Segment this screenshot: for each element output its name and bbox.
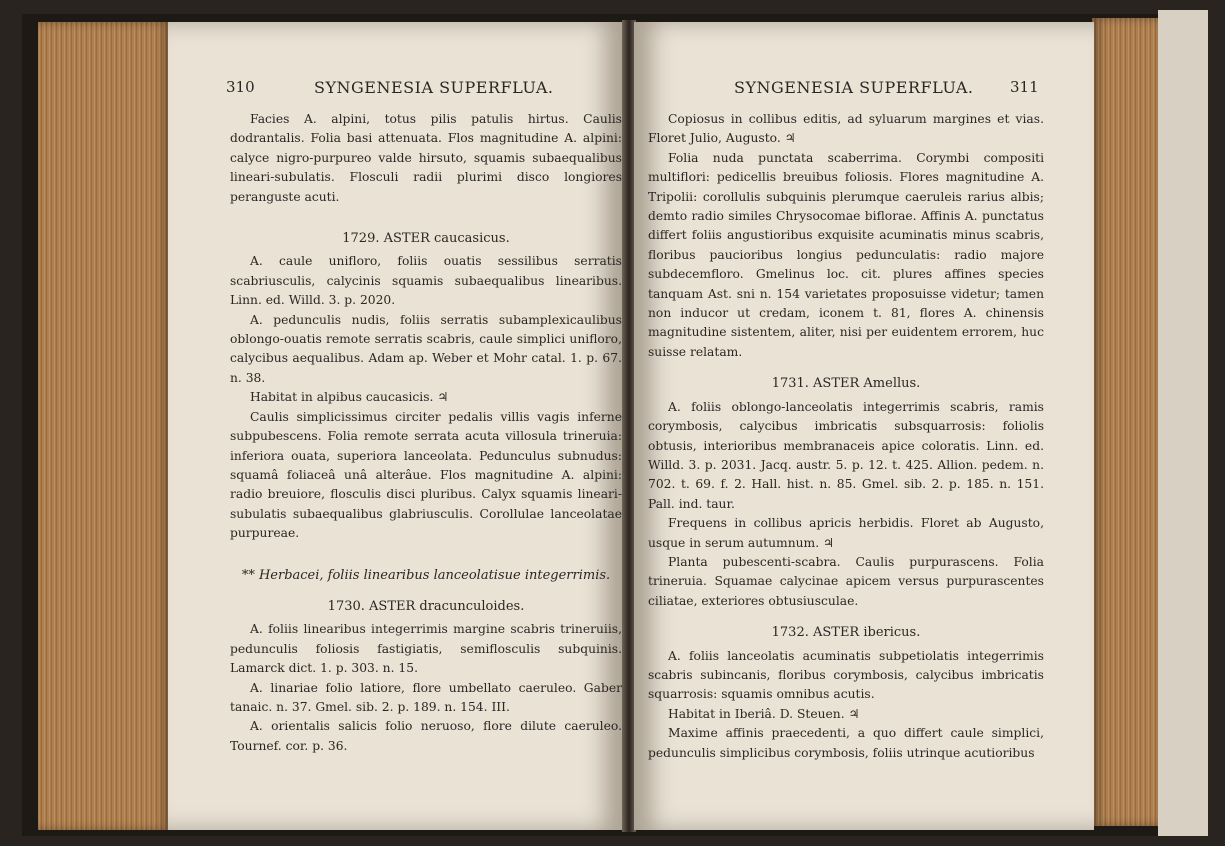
right-page bbox=[634, 22, 1094, 830]
paragraph: Facies A. alpini, totus pilis patulis hirtus. Caulis dodrantalis. Folia basi attenuata. Flos magnitudine A. alpini: calyce nigro-purpureo valde hirsuto, squamis subaequalibus lineari-subulatis. Flosculi radii plurimi disco longiores peranguste acuti. bbox=[230, 112, 622, 204]
paragraph: Planta pubescenti-scabra. Caulis purpurascens. Folia trineruia. Squamae calycinae apicem versus purpurascentes ciliatae, exteriores obtusiusculae. bbox=[648, 554, 1044, 608]
left-page-number: 310 bbox=[226, 78, 255, 96]
entry-heading: 1730. ASTER dracunculoides. bbox=[327, 598, 525, 614]
paragraph: A. orientalis salicis folio neruoso, flore dilute caeruleo. Tournef. cor. p. 36. bbox=[230, 719, 622, 753]
right-page-text bbox=[648, 110, 1044, 763]
paragraph: A. foliis lanceolatis acuminatis subpetiolatis integerrimis scabris subincanis, floribus corymbosis, calycibus imbricatis squarrosis: squamis omnibus acutis. bbox=[648, 648, 1044, 702]
paragraph: A. caule unifloro, foliis ouatis sessilibus serratis scabriusculis, calycinis squamis subaequalibus linearibus. Linn. ed. Willd. 3. p. 2020. bbox=[230, 254, 622, 308]
page-edges-right bbox=[1092, 18, 1158, 826]
paragraph: A. foliis oblongo-lanceolatis integerrimis scabris, ramis corymbosis, calycibus imbricatis subsquarrosis: foliolis obtusis, interioribus membranaceis apice coloratis. Linn. ed. Willd. 3. p. 2031. Jacq. austr. 5. p. 12. t. 425. Allion. pedem. n. 702. t. 69. f. 2. Hall. hist. n. 85. Gmel. sib. 2. p. 185. n. 151. Pall. ind. taur. bbox=[648, 399, 1044, 511]
left-running-header: SYNGENESIA SUPERFLUA. bbox=[314, 78, 554, 97]
paragraph: Habitat in alpibus caucasicis. ♃ bbox=[250, 390, 449, 405]
cover-right bbox=[1158, 10, 1208, 836]
paragraph: A. linariae folio latiore, flore umbellato caeruleo. Gaber tanaic. n. 37. Gmel. sib. 2. p. 189. n. 154. III. bbox=[230, 680, 622, 714]
left-page bbox=[168, 22, 623, 830]
right-running-header: SYNGENESIA SUPERFLUA. bbox=[734, 78, 974, 97]
paragraph: A. foliis linearibus integerrimis margine scabris trineruiis, pedunculis foliosis fastigiatis, semiflosculis subquinis. Lamarck dict. 1. p. 303. n. 15. bbox=[230, 622, 622, 676]
entry-heading: 1732. ASTER ibericus. bbox=[771, 625, 921, 641]
paragraph: Habitat in Iberiâ. D. Steuen. ♃ bbox=[668, 706, 860, 721]
page-edges-left bbox=[38, 22, 170, 830]
entry-heading: 1731. ASTER Amellus. bbox=[771, 376, 921, 392]
paragraph: Caulis simplicissimus circiter pedalis villis vagis inferne subpubescens. Folia remote serrata acuta villosula trineruia: inferiora ouata, superiora lanceolata. Pedunculus subnudus: squamâ foliaceâ unâ alterâue. Flos magnitudine A. alpini: radio breuiore, flosculis disci pluribus. Calyx squamis lineari-subulatis subaequalibus glabriusculis. Corollulae lanceolatae purpureae. bbox=[230, 409, 622, 541]
right-page-number: 311 bbox=[1010, 78, 1039, 96]
entry-heading: 1729. ASTER caucasicus. bbox=[342, 231, 510, 247]
paragraph: Frequens in collibus apricis herbidis. Floret ab Augusto, usque in serum autumnum. ♃ bbox=[648, 516, 1044, 550]
paragraph: A. pedunculis nudis, foliis serratis subamplexicaulibus oblongo-ouatis remote serratis scabris, caule simplici unifloro, calycibus aequalibus. Adam ap. Weber et Mohr catal. 1. p. 67. n. 38. bbox=[230, 312, 622, 385]
left-page-text bbox=[230, 110, 622, 756]
paragraph: Copiosus in collibus editis, ad syluarum margines et vias. Floret Julio, Augusto. ♃ bbox=[648, 112, 1044, 146]
paragraph: Folia nuda punctata scaberrima. Corymbi compositi multiflori: pedicellis breuibus foliosis. Flores magnitudine A. Tripolii: corollulis subquinis plerumque caeruleis rarius albis; demto radio similes Chrysocomae biflorae. Affinis A. punctatus differt foliis angustioribus exquisite acuminatis minus scabris, floribus paucioribus longius pedunculatis: radio majore subdecemfloro. Gmelinus loc. cit. plures affines species tanquam Ast. sni n. 154 varietates proposuisse videtur; tamen non inducor ut credam, iconem t. 81, flores A. chinensis magnitudine sistentem, aliter, nisi per euidentem errorem, huc suisse relatam. bbox=[648, 150, 1044, 359]
paragraph: Maxime affinis praecedenti, a quo differt caule simplici, pedunculis simplicibus corymbosis, foliis utrinque acutioribus bbox=[648, 726, 1044, 760]
section-heading: ** Herbacei, foliis linearibus lanceolatisue integerrimis. bbox=[241, 567, 611, 583]
